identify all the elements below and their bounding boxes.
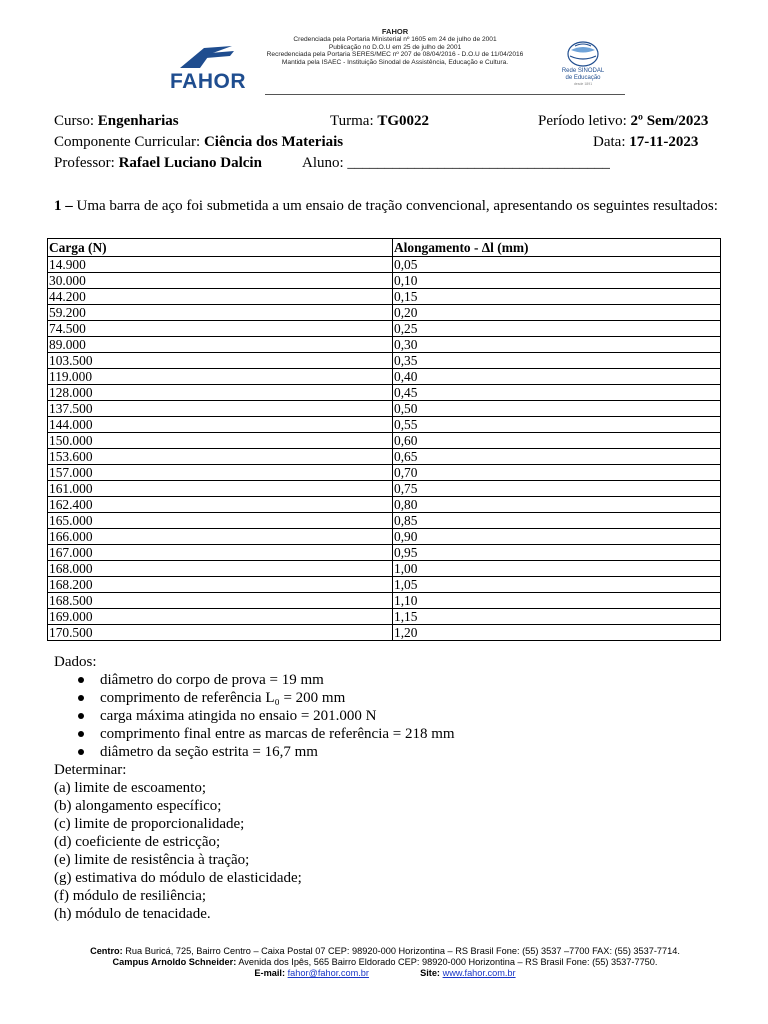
footer-centro xyxy=(40,946,730,957)
results-table xyxy=(47,238,721,641)
question-1 xyxy=(54,197,720,215)
sinodal-line2: de Educação xyxy=(565,75,601,81)
table-row xyxy=(48,433,721,449)
cell-carga: 89.000 xyxy=(48,337,393,353)
footer-centro-label: Centro: xyxy=(90,946,123,956)
table-row xyxy=(48,337,721,353)
cell-carga: 167.000 xyxy=(48,545,393,561)
list-item: (d) coeficiente de estricção; xyxy=(54,834,221,850)
cell-carga: 162.400 xyxy=(48,497,393,513)
cell-alongamento: 0,20 xyxy=(393,305,721,321)
cell-alongamento: 0,75 xyxy=(393,481,721,497)
cell-carga: 119.000 xyxy=(48,369,393,385)
table-row xyxy=(48,529,721,545)
componente-line xyxy=(54,133,343,151)
cell-carga: 165.000 xyxy=(48,513,393,529)
list-item: (e) limite de resistência à tração; xyxy=(54,852,250,868)
cell-carga: 157.000 xyxy=(48,465,393,481)
dados-title: Dados: xyxy=(54,654,97,670)
dados-section xyxy=(54,653,455,923)
list-item: (f) módulo de resiliência; xyxy=(54,888,207,904)
cell-carga: 166.000 xyxy=(48,529,393,545)
cell-carga: 128.000 xyxy=(48,385,393,401)
cell-carga: 14.900 xyxy=(48,257,393,273)
list-item: carga máxima atingida no ensaio = 201.000 N xyxy=(54,707,455,725)
question-text: Uma barra de aço foi submetida a um ensaio de tração convencional, apresentando os seguintes resultados: xyxy=(76,198,718,214)
table-row xyxy=(48,369,721,385)
column-header-carga: Carga (N) xyxy=(48,239,393,257)
footer-campus-label: Campus Arnoldo Schneider: xyxy=(112,957,237,967)
table-row xyxy=(48,401,721,417)
bullet-icon xyxy=(78,713,84,719)
professor-line xyxy=(54,154,262,172)
cell-alongamento: 0,90 xyxy=(393,529,721,545)
email-link[interactable]: fahor@fahor.com.br xyxy=(287,968,369,978)
cell-carga: 103.500 xyxy=(48,353,393,369)
table-body xyxy=(48,257,721,641)
cell-carga: 153.600 xyxy=(48,449,393,465)
cell-carga: 30.000 xyxy=(48,273,393,289)
header-divider xyxy=(265,94,625,95)
table-row xyxy=(48,593,721,609)
cell-carga: 44.200 xyxy=(48,289,393,305)
table-row xyxy=(48,273,721,289)
data-line xyxy=(593,133,698,151)
cell-carga: 168.500 xyxy=(48,593,393,609)
cell-alongamento: 0,30 xyxy=(393,337,721,353)
dados-list xyxy=(54,671,455,761)
cell-alongamento: 0,10 xyxy=(393,273,721,289)
header-line: Mantida pela ISAEC - Instituição Sinodal de Assistência, Educação e Cultura. xyxy=(281,58,509,66)
list-item: diâmetro da seção estrita = 16,7 mm xyxy=(54,743,455,761)
sinodal-line1: Rede SINODAL xyxy=(561,68,605,74)
header-line: Publicação no D.O.U em 25 de julho de 2001 xyxy=(328,43,462,51)
turma-label: Turma: xyxy=(330,113,374,129)
cell-carga: 144.000 xyxy=(48,417,393,433)
table-row xyxy=(48,465,721,481)
periodo-value: 2º Sem/2023 xyxy=(630,113,709,129)
bullet-icon xyxy=(78,695,84,701)
cell-alongamento: 0,40 xyxy=(393,369,721,385)
cell-alongamento: 0,35 xyxy=(393,353,721,369)
table-row xyxy=(48,577,721,593)
cell-alongamento: 0,05 xyxy=(393,257,721,273)
table-row xyxy=(48,321,721,337)
cell-carga: 137.500 xyxy=(48,401,393,417)
column-header-alongamento: Alongamento - Δl (mm) xyxy=(393,239,721,257)
table-row xyxy=(48,545,721,561)
table-row xyxy=(48,417,721,433)
footer-campus-text: Avenida dos Ipês, 565 Bairro Eldorado CEP: 98920-000 Horizontina – RS Brasil Fone: (55) 3537-7750. xyxy=(238,957,658,967)
bullet-icon xyxy=(78,731,84,737)
turma-value: TG0022 xyxy=(377,113,430,129)
cell-carga: 168.200 xyxy=(48,577,393,593)
list-item: diâmetro do corpo de prova = 19 mm xyxy=(54,671,455,689)
determinar-list xyxy=(54,779,455,923)
footer-contact xyxy=(40,968,730,979)
site-link[interactable]: www.fahor.com.br xyxy=(442,968,516,978)
table-row xyxy=(48,609,721,625)
table-row xyxy=(48,257,721,273)
aluno-label: Aluno: ___________________________________ xyxy=(302,155,610,171)
table-row xyxy=(48,305,721,321)
table-row xyxy=(48,625,721,641)
cell-carga: 150.000 xyxy=(48,433,393,449)
curso-value: Engenharias xyxy=(97,113,179,129)
cell-carga: 59.200 xyxy=(48,305,393,321)
componente-label: Componente Curricular: xyxy=(54,134,201,150)
curso-line xyxy=(54,112,179,130)
list-item: (h) módulo de tenacidade. xyxy=(54,906,211,922)
question-number: 1 – xyxy=(54,198,73,214)
turma-line xyxy=(330,112,429,130)
fahor-logo xyxy=(170,42,246,93)
table-row xyxy=(48,385,721,401)
cell-alongamento: 1,15 xyxy=(393,609,721,625)
header-line: Recredenciada pela Portaria SERES/MEC nº 207 de 08/04/2016 - D.O.U de 11/04/2016 xyxy=(266,51,524,59)
cell-carga: 170.500 xyxy=(48,625,393,641)
determinar-title: Determinar: xyxy=(54,762,127,778)
cell-alongamento: 0,45 xyxy=(393,385,721,401)
institution-name: FAHOR xyxy=(381,27,409,36)
page-footer xyxy=(40,946,730,979)
cell-alongamento: 0,65 xyxy=(393,449,721,465)
aluno-line xyxy=(302,154,610,172)
table-row xyxy=(48,449,721,465)
cell-alongamento: 0,95 xyxy=(393,545,721,561)
data-label: Data: xyxy=(593,134,626,150)
list-item: comprimento de referência L₀ = 200 mm xyxy=(54,689,455,707)
cell-alongamento: 0,55 xyxy=(393,417,721,433)
sinodal-small: desde 1891 xyxy=(573,82,593,86)
cell-alongamento: 1,05 xyxy=(393,577,721,593)
list-item: (a) limite de escoamento; xyxy=(54,780,207,796)
cell-alongamento: 0,80 xyxy=(393,497,721,513)
globe-icon xyxy=(566,40,600,68)
cell-alongamento: 0,15 xyxy=(393,289,721,305)
data-value: 17-11-2023 xyxy=(629,134,699,150)
cell-alongamento: 1,20 xyxy=(393,625,721,641)
table-row xyxy=(48,497,721,513)
table-row xyxy=(48,481,721,497)
list-item: (b) alongamento específico; xyxy=(54,798,222,814)
professor-label: Professor: xyxy=(54,155,115,171)
header-line: Credenciada pela Portaria Ministerial nº 1605 em 24 de julho de 2001 xyxy=(293,36,497,43)
table-row xyxy=(48,289,721,305)
cell-alongamento: 0,85 xyxy=(393,513,721,529)
footer-email-label: E-mail: xyxy=(254,968,286,978)
rede-sinodal-logo xyxy=(560,40,606,92)
cell-alongamento: 0,70 xyxy=(393,465,721,481)
cell-alongamento: 0,60 xyxy=(393,433,721,449)
cell-alongamento: 1,00 xyxy=(393,561,721,577)
cell-alongamento: 1,10 xyxy=(393,593,721,609)
list-item: (c) limite de proporcionalidade; xyxy=(54,816,245,832)
list-item: (g) estimativa do módulo de elasticidade; xyxy=(54,870,302,886)
cell-carga: 168.000 xyxy=(48,561,393,577)
table-row xyxy=(48,513,721,529)
cell-carga: 74.500 xyxy=(48,321,393,337)
periodo-label: Período letivo: xyxy=(538,113,627,129)
footer-campus xyxy=(40,957,730,968)
bullet-icon xyxy=(78,677,84,683)
cell-carga: 161.000 xyxy=(48,481,393,497)
cell-alongamento: 0,50 xyxy=(393,401,721,417)
table-header-row xyxy=(48,239,721,257)
institution-header xyxy=(245,27,545,66)
footer-site-label: Site: xyxy=(420,968,440,978)
list-item: comprimento final entre as marcas de referência = 218 mm xyxy=(54,725,455,743)
table-row xyxy=(48,353,721,369)
componente-value: Ciência dos Materiais xyxy=(203,134,344,150)
curso-label: Curso: xyxy=(54,113,95,129)
footer-centro-text: Rua Buricá, 725, Bairro Centro – Caixa Postal 07 CEP: 98920-000 Horizontina – RS Brasil Fone: (55) 3537 –7700 FAX: (55) 3537-7714. xyxy=(125,946,680,956)
fahor-logo-icon xyxy=(170,42,242,72)
cell-carga: 169.000 xyxy=(48,609,393,625)
bullet-icon xyxy=(78,749,84,755)
table-row xyxy=(48,561,721,577)
periodo-line xyxy=(538,112,708,130)
professor-value: Rafael Luciano Dalcin xyxy=(118,155,262,171)
cell-alongamento: 0,25 xyxy=(393,321,721,337)
fahor-logo-text: FAHOR xyxy=(170,70,246,93)
